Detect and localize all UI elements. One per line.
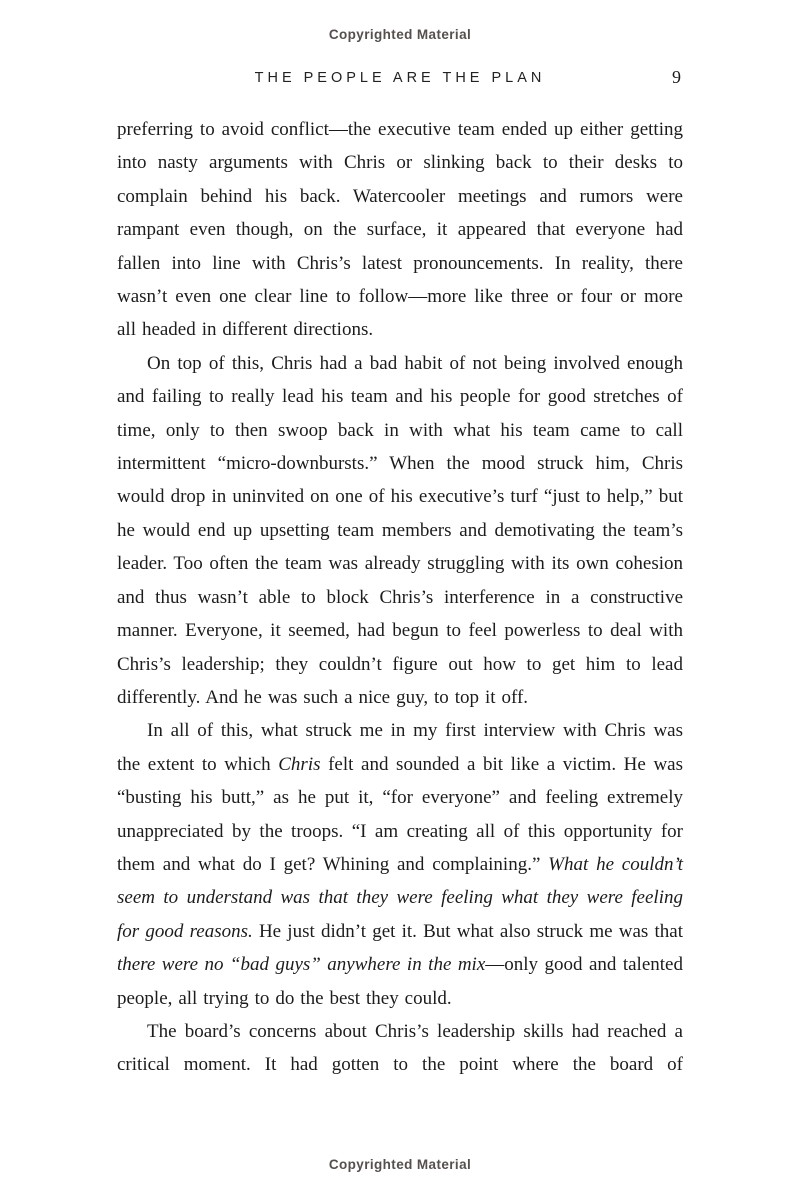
page-number: 9 xyxy=(672,67,681,87)
page-header xyxy=(117,69,683,87)
text-run: preferring to avoid conflict—the executive team ended up either getting into nasty arguments with Chris or slinking back to their desks to complain behind his back. Watercooler meetings and rumors were rampant even though, on the surface, it appeared that everyone had fallen into line with Chris’s latest pronouncements. In reality, there wasn’t even one clear line to follow—more like three or four or more all headed in different directions. xyxy=(117,119,683,341)
italic-text-run: Chris xyxy=(278,753,321,775)
text-run: —only good and talented people, all trying to do the best they could. xyxy=(117,954,683,1009)
copyright-notice-top: Copyrighted Material xyxy=(328,27,472,42)
text-run: The board’s concerns about Chris’s leadership skills had reached a critical moment. It had gotten to the point where the board of xyxy=(117,1020,683,1076)
copyright-notice-bottom: Copyrighted Material xyxy=(328,1157,472,1172)
page-body xyxy=(117,113,683,1082)
paragraph xyxy=(117,1015,683,1082)
paragraph xyxy=(117,347,683,714)
italic-text-run: What he couldn’t seem to understand was that they were feeling what they were feeling for good reasons. xyxy=(117,853,683,942)
running-head: THE PEOPLE ARE THE PLAN xyxy=(254,70,546,86)
paragraph xyxy=(117,714,683,1015)
text-run: In all of this, what struck me in my first interview with Chris was the extent to which xyxy=(117,720,683,775)
paragraph xyxy=(117,113,683,347)
text-run: felt and sounded a bit like a victim. He was “busting his butt,” as he put it, “for everyone” and feeling extremely unappreciated by the troops. “I am creating all of this opportunity for them and what do I get? Whining and complaining.” xyxy=(117,753,683,875)
text-run: On top of this, Chris had a bad habit of not being involved enough and failing to really lead his team and his people for good stretches of time, only to then swoop back in with what his team came to call intermittent “micro-downbursts.” When the mood struck him, Chris would drop in uninvited on one of his executive’s turf “just to help,” but he would end up upsetting team members and demotivating the team’s leader. Too often the team was already struggling with its own cohesion and thus wasn’t able to block Chris’s interference in a constructive manner. Everyone, it seemed, had begun to feel powerless to deal with Chris’s leadership; they couldn’t figure out how to get him to lead differently. And he was such a nice guy, to top it off. xyxy=(117,352,683,708)
text-run: He just didn’t get it. But what also struck me was that xyxy=(252,920,684,942)
italic-text-run: there were no “bad guys” anywhere in the mix xyxy=(117,954,486,976)
